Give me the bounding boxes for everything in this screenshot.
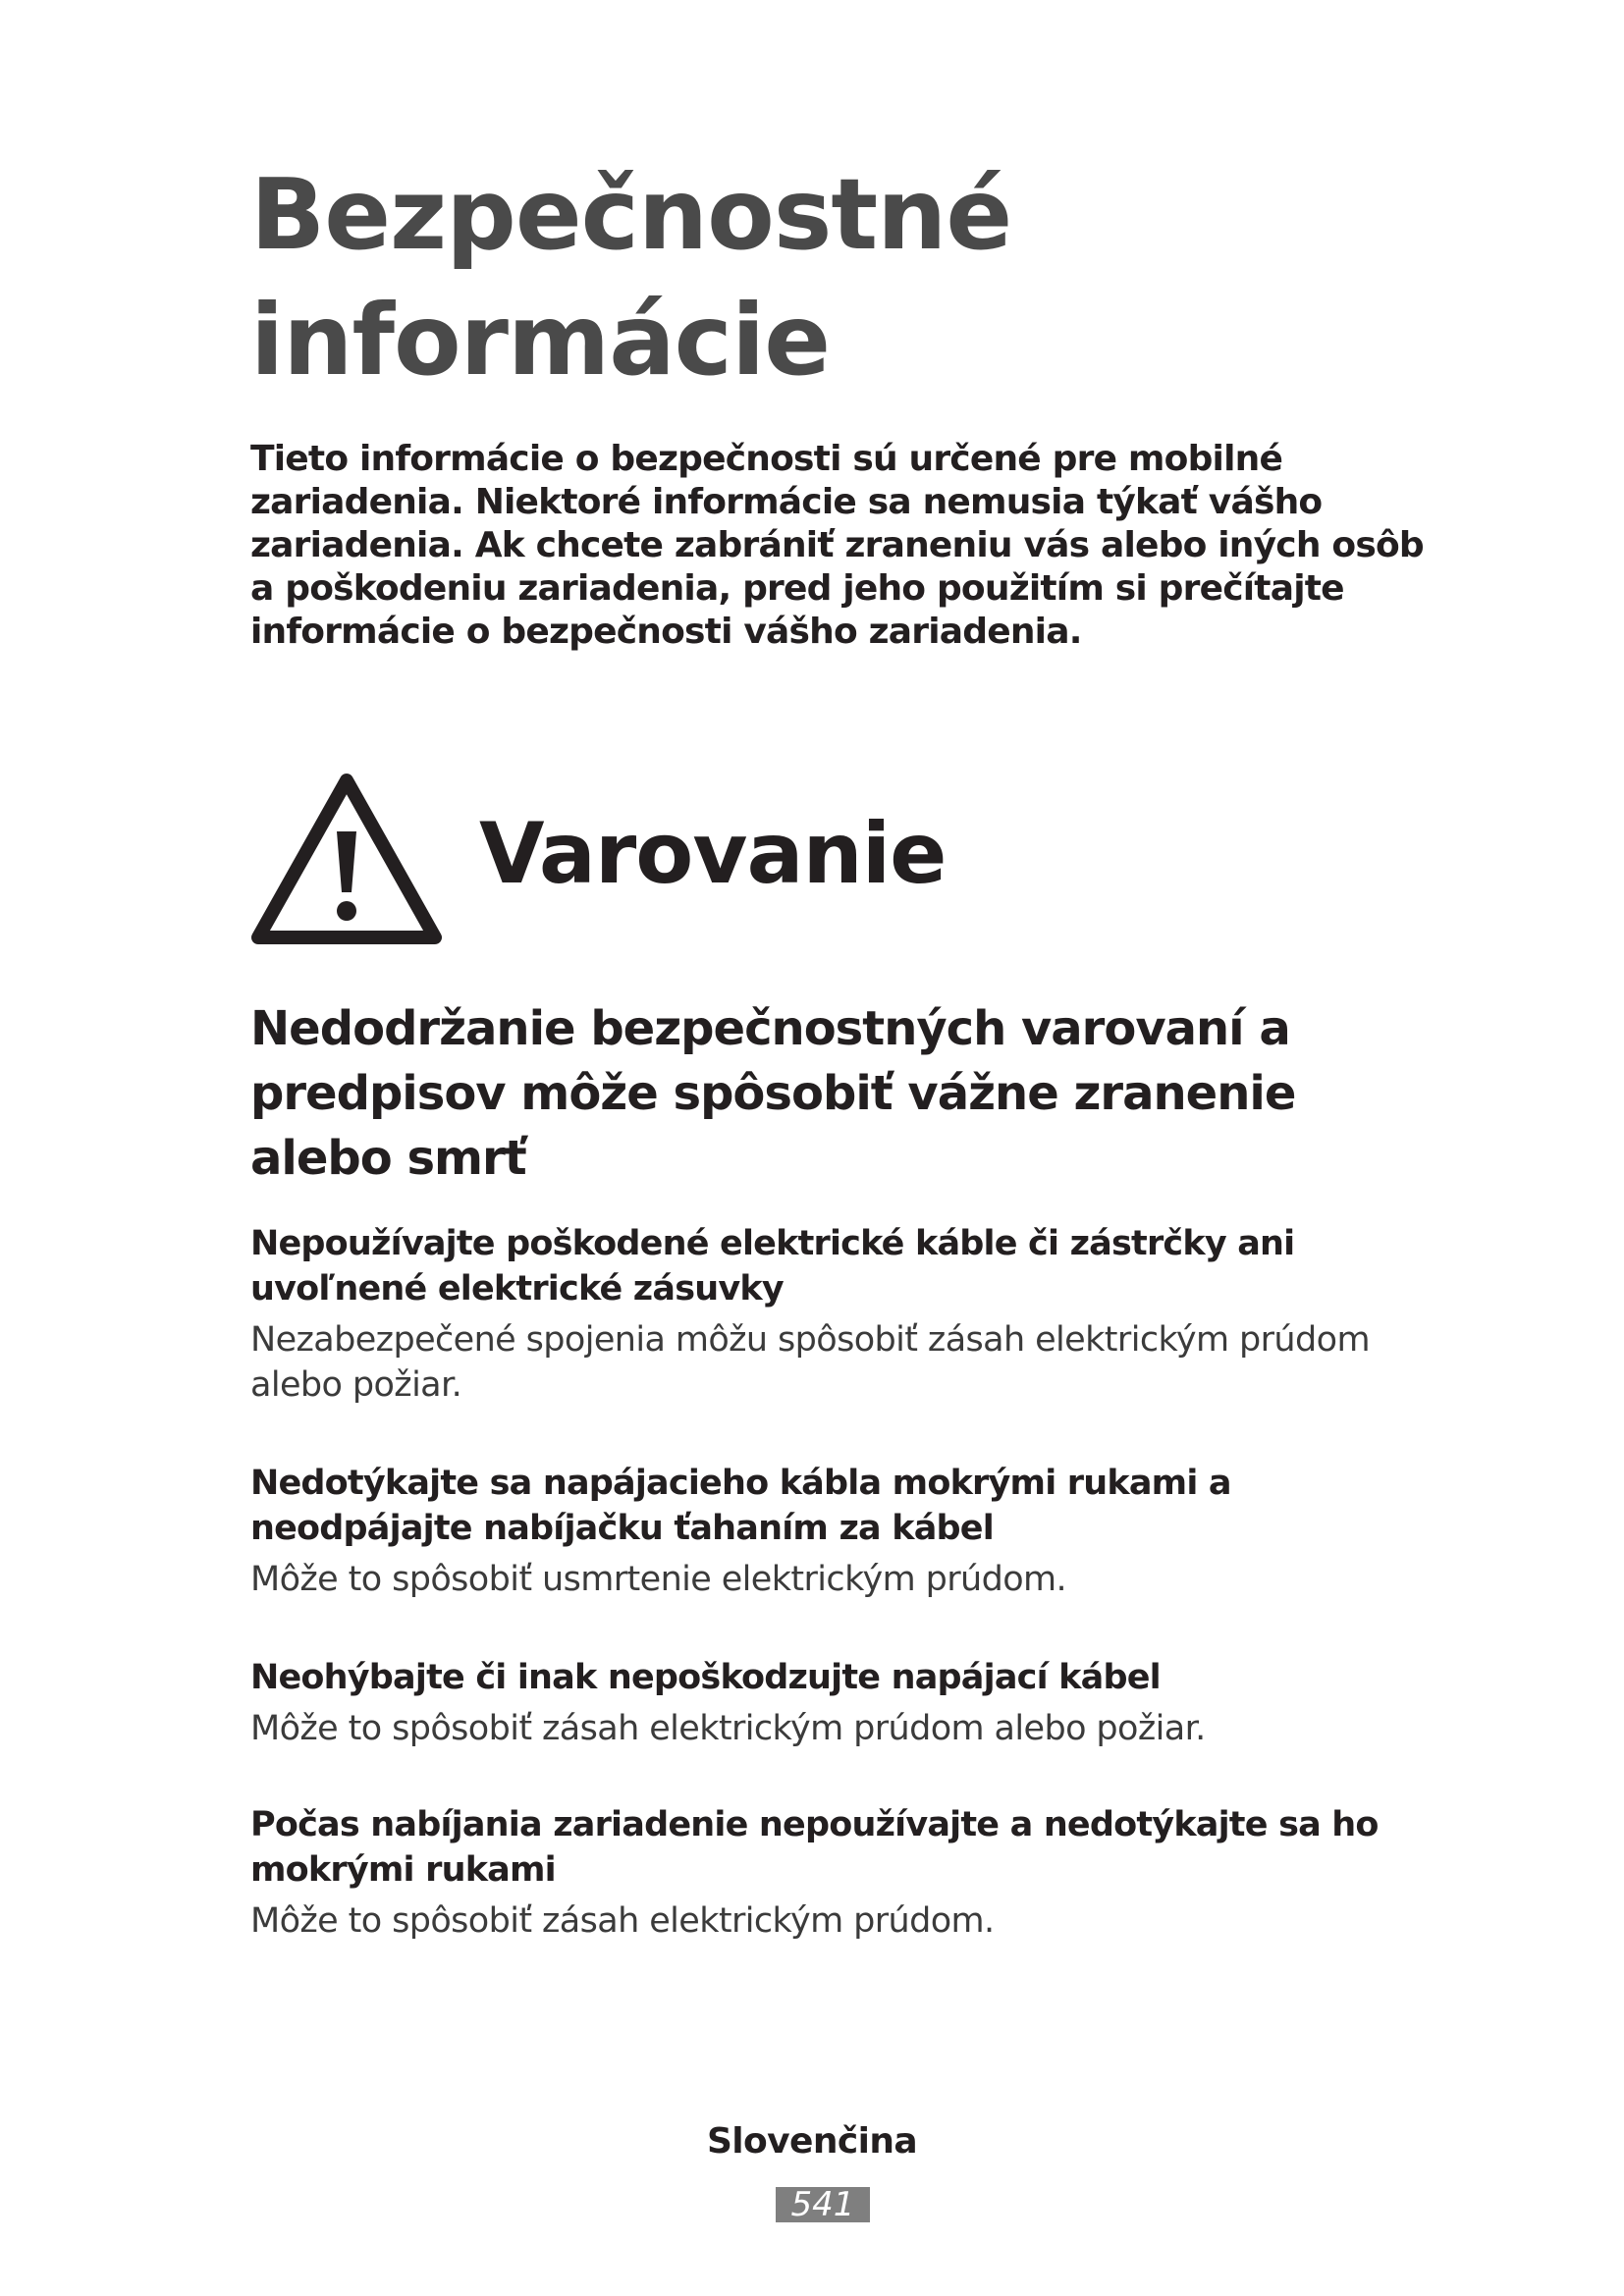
warning-title: Varovanie bbox=[479, 805, 947, 903]
safety-item-heading: Nepoužívajte poškodené elektrické káble či zástrčky ani uvoľnené elektrické zásuvky bbox=[250, 1224, 1295, 1308]
page-title-line-2: informácie bbox=[250, 283, 831, 398]
warning-triangle-icon bbox=[250, 771, 443, 947]
page-number-badge bbox=[776, 2187, 870, 2222]
safety-item bbox=[250, 1221, 1429, 1408]
main-heading: Nedodržanie bezpečnostných varovaní a predpisov môže spôsobiť vážne zranenie alebo smrť bbox=[250, 1001, 1296, 1186]
safety-item bbox=[250, 1461, 1429, 1602]
footer-language: Slovenčina bbox=[706, 2121, 918, 2162]
safety-item-text: Môže to spôsobiť zásah elektrickým prúdom alebo požiar. bbox=[250, 1709, 1206, 1748]
safety-item-heading: Počas nabíjania zariadenie nepoužívajte a nedotýkajte sa ho mokrými rukami bbox=[250, 1805, 1379, 1890]
safety-item-text: Môže to spôsobiť zásah elektrickým prúdom. bbox=[250, 1901, 995, 1941]
safety-item-text: Nezabezpečené spojenia môžu spôsobiť zásah elektrickým prúdom alebo požiar. bbox=[250, 1320, 1370, 1405]
safety-item bbox=[250, 1655, 1429, 1751]
page-number: 541 bbox=[790, 2185, 855, 2224]
warning-section-header bbox=[250, 771, 1429, 957]
intro-paragraph: Tieto informácie o bezpečnosti sú určené pre mobilné zariadenia. Niektoré informácie sa nemusia týkať vášho zariadenia. Ak chcete zabrániť zraneniu vás alebo iných osôb a poškodeniu zariadenia, pred jeho použitím si prečítajte informácie o bezpečnosti vášho zariadenia. bbox=[250, 439, 1424, 652]
page-title bbox=[250, 152, 1429, 403]
safety-item-text: Môže to spôsobiť usmrtenie elektrickým prúdom. bbox=[250, 1560, 1067, 1599]
safety-item-heading: Nedotýkajte sa napájacieho kábla mokrými rukami a neodpájajte nabíjačku ťahaním za kábel bbox=[250, 1464, 1231, 1548]
page-title-line-1: Bezpečnostné bbox=[250, 157, 1012, 272]
safety-item bbox=[250, 1802, 1429, 1944]
safety-item-heading: Neohýbajte či inak nepoškodzujte napájací kábel bbox=[250, 1658, 1161, 1697]
